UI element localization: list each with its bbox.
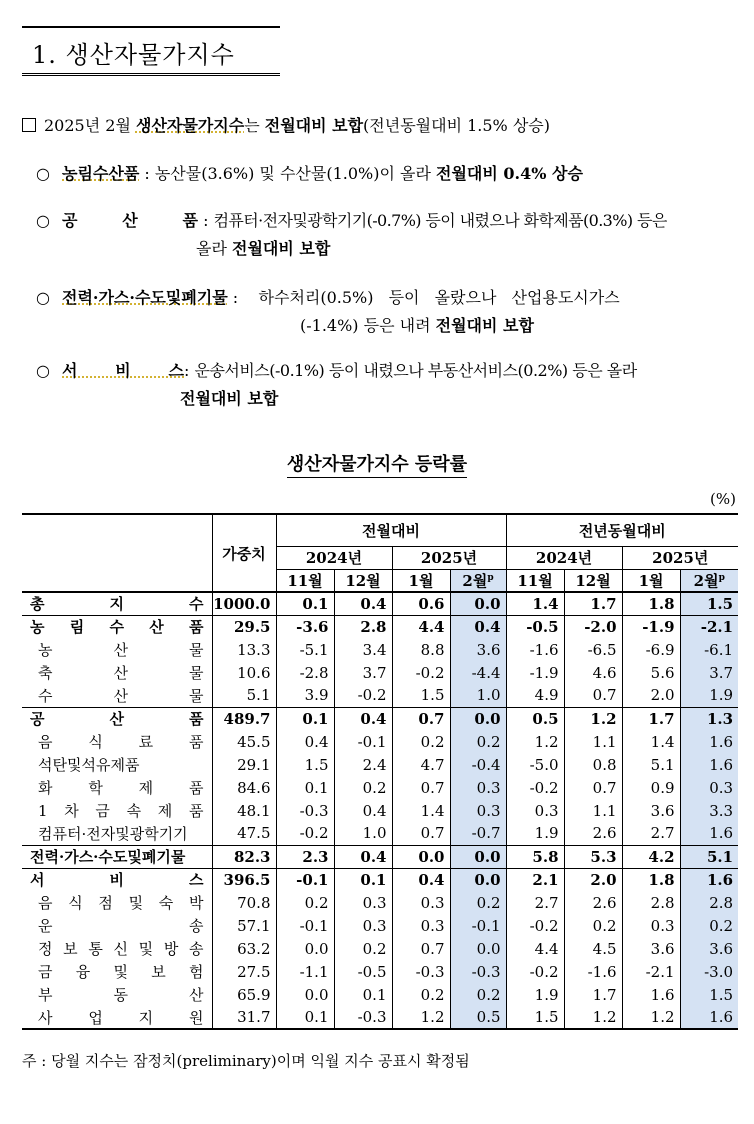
row-label: 사 업 지 원 bbox=[22, 1006, 212, 1029]
row-value: -1.6 bbox=[564, 960, 622, 983]
row-value: 0.0 bbox=[450, 845, 506, 868]
table-row bbox=[22, 684, 738, 707]
row-value: 1.8 bbox=[622, 592, 680, 615]
table-row bbox=[22, 983, 738, 1006]
row-value: -0.3 bbox=[334, 1006, 392, 1029]
table-title: 생산자물가지수 등락률 bbox=[0, 450, 754, 476]
row-weight: 396.5 bbox=[212, 868, 276, 891]
row-label: 부 동 산 bbox=[22, 983, 212, 1006]
row-value: 0.2 bbox=[680, 914, 738, 937]
row-value: 0.2 bbox=[450, 730, 506, 753]
row-value: 0.1 bbox=[276, 1006, 334, 1029]
row-value: 1.5 bbox=[506, 1006, 564, 1029]
row-value: 0.7 bbox=[392, 822, 450, 845]
row-value: 0.2 bbox=[564, 914, 622, 937]
table-row bbox=[22, 661, 738, 684]
bullet-industrial: ○ 공 산 품 : 컴퓨터·전자및광학기기(-0.7%) 등이 내렸으나 화학제품(0.3%) 등은 bbox=[36, 207, 667, 235]
row-value: 5.3 bbox=[564, 845, 622, 868]
row-value: 1.2 bbox=[564, 707, 622, 730]
row-value: 4.7 bbox=[392, 753, 450, 776]
row-value: 0.2 bbox=[392, 983, 450, 1006]
row-weight: 57.1 bbox=[212, 914, 276, 937]
bullet-label: 농림수산품 bbox=[62, 164, 140, 183]
row-value: 1.2 bbox=[622, 1006, 680, 1029]
row-value: 0.3 bbox=[450, 776, 506, 799]
row-value: 1.7 bbox=[564, 983, 622, 1006]
row-value: 1.9 bbox=[506, 822, 564, 845]
row-value: 0.7 bbox=[392, 776, 450, 799]
row-weight: 1000.0 bbox=[212, 592, 276, 615]
header-month-prelim: 2월$^p$ bbox=[680, 569, 738, 592]
summary-pre: 2025년 2월 bbox=[44, 116, 136, 135]
row-value: 0.2 bbox=[334, 937, 392, 960]
row-value: 3.6 bbox=[450, 638, 506, 661]
row-weight: 27.5 bbox=[212, 960, 276, 983]
row-value: 0.1 bbox=[334, 868, 392, 891]
row-value: 0.2 bbox=[450, 891, 506, 914]
row-value: -0.3 bbox=[450, 960, 506, 983]
row-value: 1.5 bbox=[276, 753, 334, 776]
row-value: 2.7 bbox=[506, 891, 564, 914]
row-value: 5.6 bbox=[622, 661, 680, 684]
row-value: 8.8 bbox=[392, 638, 450, 661]
table-row bbox=[22, 753, 738, 776]
row-value: 0.2 bbox=[334, 776, 392, 799]
row-weight: 84.6 bbox=[212, 776, 276, 799]
bullet-agri: ○ 농림수산품 : 농산물(3.6%) 및 수산물(1.0%)이 올라 전월대비 0.4% 상승 bbox=[36, 160, 583, 188]
ppi-table bbox=[22, 513, 738, 1030]
row-label: 금 융 및 보 험 bbox=[22, 960, 212, 983]
row-value: 5.8 bbox=[506, 845, 564, 868]
header-blank bbox=[22, 514, 212, 592]
row-value: 0.2 bbox=[392, 730, 450, 753]
row-weight: 489.7 bbox=[212, 707, 276, 730]
row-value: 0.4 bbox=[450, 615, 506, 638]
row-value: 0.7 bbox=[392, 937, 450, 960]
row-value: -1.9 bbox=[622, 615, 680, 638]
row-value: 3.7 bbox=[334, 661, 392, 684]
row-weight: 70.8 bbox=[212, 891, 276, 914]
bullet-bold: 전월대비 보합 bbox=[180, 389, 279, 408]
row-value: -0.4 bbox=[450, 753, 506, 776]
bullet-text: 운송서비스(-0.1%) 등이 내렸으나 부동산서비스(0.2%) 등은 올라 bbox=[194, 361, 637, 380]
row-value: 4.4 bbox=[392, 615, 450, 638]
row-label: 컴퓨터·전자및광학기기 bbox=[22, 822, 212, 845]
header-yoy-2025: 2025년 bbox=[622, 546, 738, 569]
row-value: 0.3 bbox=[392, 914, 450, 937]
row-value: 0.7 bbox=[564, 776, 622, 799]
row-value: -0.2 bbox=[506, 776, 564, 799]
row-label: 농 산 물 bbox=[22, 638, 212, 661]
row-value: 1.1 bbox=[564, 730, 622, 753]
bullet-bold: 전월대비 보합 bbox=[232, 239, 331, 258]
row-value: 3.6 bbox=[680, 937, 738, 960]
row-value: -3.6 bbox=[276, 615, 334, 638]
row-label: 서 비 스 bbox=[22, 868, 212, 891]
row-value: -0.3 bbox=[276, 799, 334, 822]
row-value: 2.3 bbox=[276, 845, 334, 868]
row-weight: 5.1 bbox=[212, 684, 276, 707]
row-value: 0.4 bbox=[334, 845, 392, 868]
row-label: 운 송 bbox=[22, 914, 212, 937]
row-value: 1.6 bbox=[680, 868, 738, 891]
summary-result: 전월대비 보합 bbox=[264, 116, 364, 135]
row-value: 3.6 bbox=[622, 799, 680, 822]
summary-particle: 는 bbox=[244, 116, 265, 135]
row-label: 석탄및석유제품 bbox=[22, 753, 212, 776]
row-value: 4.6 bbox=[564, 661, 622, 684]
row-label: 수 산 물 bbox=[22, 684, 212, 707]
row-value: 0.3 bbox=[506, 799, 564, 822]
row-label: 정 보 통 신 및 방 송 bbox=[22, 937, 212, 960]
row-value: 0.7 bbox=[564, 684, 622, 707]
table-row bbox=[22, 1006, 738, 1029]
row-value: 0.4 bbox=[334, 707, 392, 730]
row-value: -0.7 bbox=[450, 822, 506, 845]
row-value: 3.7 bbox=[680, 661, 738, 684]
section-title: 1. 생산자물가지수 bbox=[32, 41, 235, 69]
row-value: 0.3 bbox=[334, 914, 392, 937]
header-mom: 전월대비 bbox=[276, 514, 506, 546]
header-month-prelim: 2월$^p$ bbox=[450, 569, 506, 592]
row-value: 1.5 bbox=[392, 684, 450, 707]
row-value: 0.3 bbox=[680, 776, 738, 799]
row-value: 0.0 bbox=[392, 845, 450, 868]
table-row bbox=[22, 891, 738, 914]
summary-paren: (전년동월대비 1.5% 상승) bbox=[363, 116, 550, 135]
bullet-services: ○ 서 비 스: 운송서비스(-0.1%) 등이 내렸으나 부동산서비스(0.2%) 등은 올라 bbox=[36, 357, 637, 385]
row-value: -2.1 bbox=[680, 615, 738, 638]
row-value: -2.8 bbox=[276, 661, 334, 684]
row-value: 4.9 bbox=[506, 684, 564, 707]
row-label: 축 산 물 bbox=[22, 661, 212, 684]
row-value: 1.0 bbox=[450, 684, 506, 707]
row-value: 5.1 bbox=[622, 753, 680, 776]
row-value: 4.4 bbox=[506, 937, 564, 960]
row-value: 0.5 bbox=[506, 707, 564, 730]
row-value: 2.8 bbox=[334, 615, 392, 638]
row-value: 2.6 bbox=[564, 822, 622, 845]
table-row bbox=[22, 822, 738, 845]
row-weight: 63.2 bbox=[212, 937, 276, 960]
row-value: 2.0 bbox=[564, 868, 622, 891]
row-label: 1 차 금 속 제 품 bbox=[22, 799, 212, 822]
header-weight: 가중치 bbox=[212, 514, 276, 592]
row-value: 2.8 bbox=[622, 891, 680, 914]
table-row bbox=[22, 707, 738, 730]
row-value: 0.0 bbox=[450, 707, 506, 730]
row-value: 1.4 bbox=[622, 730, 680, 753]
row-value: -2.0 bbox=[564, 615, 622, 638]
header-yoy: 전년동월대비 bbox=[506, 514, 738, 546]
row-value: -0.3 bbox=[392, 960, 450, 983]
circle-bullet-icon: ○ bbox=[36, 288, 50, 307]
row-value: 1.6 bbox=[680, 730, 738, 753]
header-month: 1월 bbox=[622, 569, 680, 592]
bullet-utilities: ○ 전력·가스·수도및폐기물 : 하수처리(0.5%) 등이 올랐으나 산업용도시가스 bbox=[36, 284, 620, 312]
row-value: 1.3 bbox=[680, 707, 738, 730]
row-label: 공 산 품 bbox=[22, 707, 212, 730]
row-value: 1.2 bbox=[564, 1006, 622, 1029]
row-value: 4.2 bbox=[622, 845, 680, 868]
table-row bbox=[22, 776, 738, 799]
row-value: 0.4 bbox=[392, 868, 450, 891]
row-value: 0.5 bbox=[450, 1006, 506, 1029]
row-value: 0.0 bbox=[276, 983, 334, 1006]
row-value: 0.1 bbox=[276, 707, 334, 730]
table-row bbox=[22, 638, 738, 661]
row-value: 0.2 bbox=[450, 983, 506, 1006]
row-value: -0.5 bbox=[506, 615, 564, 638]
row-value: -3.0 bbox=[680, 960, 738, 983]
row-value: 1.4 bbox=[506, 592, 564, 615]
row-weight: 10.6 bbox=[212, 661, 276, 684]
row-value: 3.9 bbox=[276, 684, 334, 707]
table-row bbox=[22, 868, 738, 891]
row-value: 0.9 bbox=[622, 776, 680, 799]
row-value: 1.9 bbox=[680, 684, 738, 707]
row-label: 농 림 수 산 품 bbox=[22, 615, 212, 638]
row-weight: 29.5 bbox=[212, 615, 276, 638]
row-value: 1.5 bbox=[680, 592, 738, 615]
bullet-label: 서 비 스 bbox=[62, 361, 184, 380]
header-month: 11월 bbox=[506, 569, 564, 592]
circle-bullet-icon: ○ bbox=[36, 211, 50, 230]
bullet-utilities-line2 bbox=[300, 312, 534, 340]
table-row bbox=[22, 937, 738, 960]
bullet-services-line2 bbox=[180, 385, 278, 413]
table-row bbox=[22, 592, 738, 615]
row-value: 0.1 bbox=[334, 983, 392, 1006]
bullet-text: (-1.4%) 등은 내려 bbox=[300, 316, 436, 335]
row-value: -6.9 bbox=[622, 638, 680, 661]
row-weight: 29.1 bbox=[212, 753, 276, 776]
row-value: 0.3 bbox=[392, 891, 450, 914]
row-value: -0.5 bbox=[334, 960, 392, 983]
row-value: 1.2 bbox=[392, 1006, 450, 1029]
row-value: 0.8 bbox=[564, 753, 622, 776]
row-label: 화 학 제 품 bbox=[22, 776, 212, 799]
row-value: 0.0 bbox=[450, 868, 506, 891]
row-weight: 65.9 bbox=[212, 983, 276, 1006]
row-weight: 47.5 bbox=[212, 822, 276, 845]
row-label: 총 지 수 bbox=[22, 592, 212, 615]
row-value: 0.3 bbox=[622, 914, 680, 937]
row-weight: 31.7 bbox=[212, 1006, 276, 1029]
row-value: 0.0 bbox=[276, 937, 334, 960]
row-value: -6.5 bbox=[564, 638, 622, 661]
row-value: 0.7 bbox=[392, 707, 450, 730]
header-yoy-2024: 2024년 bbox=[506, 546, 622, 569]
row-value: -5.1 bbox=[276, 638, 334, 661]
row-value: -0.2 bbox=[392, 661, 450, 684]
row-value: 2.1 bbox=[506, 868, 564, 891]
bullet-text: 농산물(3.6%) 및 수산물(1.0%)이 올라 bbox=[154, 164, 437, 183]
row-weight: 13.3 bbox=[212, 638, 276, 661]
row-value: -1.1 bbox=[276, 960, 334, 983]
header-mom-2025: 2025년 bbox=[392, 546, 506, 569]
table-row bbox=[22, 960, 738, 983]
summary-line bbox=[22, 112, 550, 140]
row-value: 1.8 bbox=[622, 868, 680, 891]
table-row bbox=[22, 845, 738, 868]
row-value: -4.4 bbox=[450, 661, 506, 684]
row-value: 1.5 bbox=[680, 983, 738, 1006]
row-value: 1.9 bbox=[506, 983, 564, 1006]
footnote: 주 : 당월 지수는 잠정치(preliminary)이며 익월 지수 공표시 확정됨 bbox=[22, 1052, 470, 1070]
row-value: -0.2 bbox=[506, 960, 564, 983]
row-value: 0.0 bbox=[450, 592, 506, 615]
row-value: 0.4 bbox=[334, 592, 392, 615]
row-value: 0.6 bbox=[392, 592, 450, 615]
bullet-text: 컴퓨터·전자및광학기기(-0.7%) 등이 내렸으나 화학제품(0.3%) 등은 bbox=[213, 211, 667, 230]
row-value: -0.1 bbox=[276, 868, 334, 891]
row-value: 3.6 bbox=[622, 937, 680, 960]
row-value: 1.6 bbox=[680, 753, 738, 776]
row-value: -2.1 bbox=[622, 960, 680, 983]
row-value: 0.4 bbox=[334, 799, 392, 822]
row-value: 2.4 bbox=[334, 753, 392, 776]
row-value: 1.7 bbox=[564, 592, 622, 615]
row-value: 1.6 bbox=[680, 1006, 738, 1029]
bullet-bold: 전월대비 보합 bbox=[435, 316, 534, 335]
header-month: 11월 bbox=[276, 569, 334, 592]
bullet-industrial-line2 bbox=[196, 235, 330, 263]
row-value: 0.2 bbox=[276, 891, 334, 914]
row-value: 1.7 bbox=[622, 707, 680, 730]
row-label: 전력·가스·수도및폐기물 bbox=[22, 845, 212, 868]
table-row bbox=[22, 615, 738, 638]
bullet-label: 전력·가스·수도및폐기물 bbox=[62, 288, 228, 307]
row-weight: 48.1 bbox=[212, 799, 276, 822]
section-title-box bbox=[22, 26, 280, 76]
header-month: 12월 bbox=[334, 569, 392, 592]
header-mom-2024: 2024년 bbox=[276, 546, 392, 569]
row-value: -0.1 bbox=[450, 914, 506, 937]
row-value: 4.5 bbox=[564, 937, 622, 960]
row-value: -1.6 bbox=[506, 638, 564, 661]
row-value: 0.4 bbox=[276, 730, 334, 753]
row-value: 2.0 bbox=[622, 684, 680, 707]
row-value: 1.1 bbox=[564, 799, 622, 822]
table-row bbox=[22, 730, 738, 753]
row-value: 0.1 bbox=[276, 776, 334, 799]
row-label: 음 식 점 및 숙 박 bbox=[22, 891, 212, 914]
row-value: 5.1 bbox=[680, 845, 738, 868]
row-value: 3.4 bbox=[334, 638, 392, 661]
row-value: 3.3 bbox=[680, 799, 738, 822]
row-value: 1.2 bbox=[506, 730, 564, 753]
row-value: -6.1 bbox=[680, 638, 738, 661]
summary-subject: 생산자물가지수 bbox=[135, 116, 245, 135]
circle-bullet-icon: ○ bbox=[36, 361, 50, 380]
row-value: -5.0 bbox=[506, 753, 564, 776]
row-value: 0.1 bbox=[276, 592, 334, 615]
row-value: 1.4 bbox=[392, 799, 450, 822]
row-value: 0.0 bbox=[450, 937, 506, 960]
row-value: 1.6 bbox=[622, 983, 680, 1006]
row-value: -0.2 bbox=[276, 822, 334, 845]
row-label: 음 식 료 품 bbox=[22, 730, 212, 753]
table-row bbox=[22, 914, 738, 937]
row-value: -0.2 bbox=[506, 914, 564, 937]
row-value: 1.6 bbox=[680, 822, 738, 845]
row-value: -0.1 bbox=[334, 730, 392, 753]
row-value: 2.8 bbox=[680, 891, 738, 914]
table-unit: (%) bbox=[710, 490, 736, 508]
row-value: -1.9 bbox=[506, 661, 564, 684]
row-value: 0.3 bbox=[334, 891, 392, 914]
circle-bullet-icon: ○ bbox=[36, 164, 50, 183]
row-weight: 82.3 bbox=[212, 845, 276, 868]
checkbox-square-icon bbox=[22, 118, 36, 132]
bullet-text: 올라 bbox=[196, 239, 232, 258]
row-value: -0.2 bbox=[334, 684, 392, 707]
header-month: 12월 bbox=[564, 569, 622, 592]
row-weight: 45.5 bbox=[212, 730, 276, 753]
row-value: -0.1 bbox=[276, 914, 334, 937]
row-value: 1.0 bbox=[334, 822, 392, 845]
row-value: 2.7 bbox=[622, 822, 680, 845]
bullet-bold: 전월대비 0.4% 상승 bbox=[436, 164, 583, 183]
bullet-text: 하수처리(0.5%) 등이 올랐으나 산업용도시가스 bbox=[258, 288, 620, 307]
header-month: 1월 bbox=[392, 569, 450, 592]
row-value: 0.3 bbox=[450, 799, 506, 822]
bullet-label: 공 산 품 bbox=[62, 211, 198, 230]
row-value: 2.6 bbox=[564, 891, 622, 914]
table-row bbox=[22, 799, 738, 822]
